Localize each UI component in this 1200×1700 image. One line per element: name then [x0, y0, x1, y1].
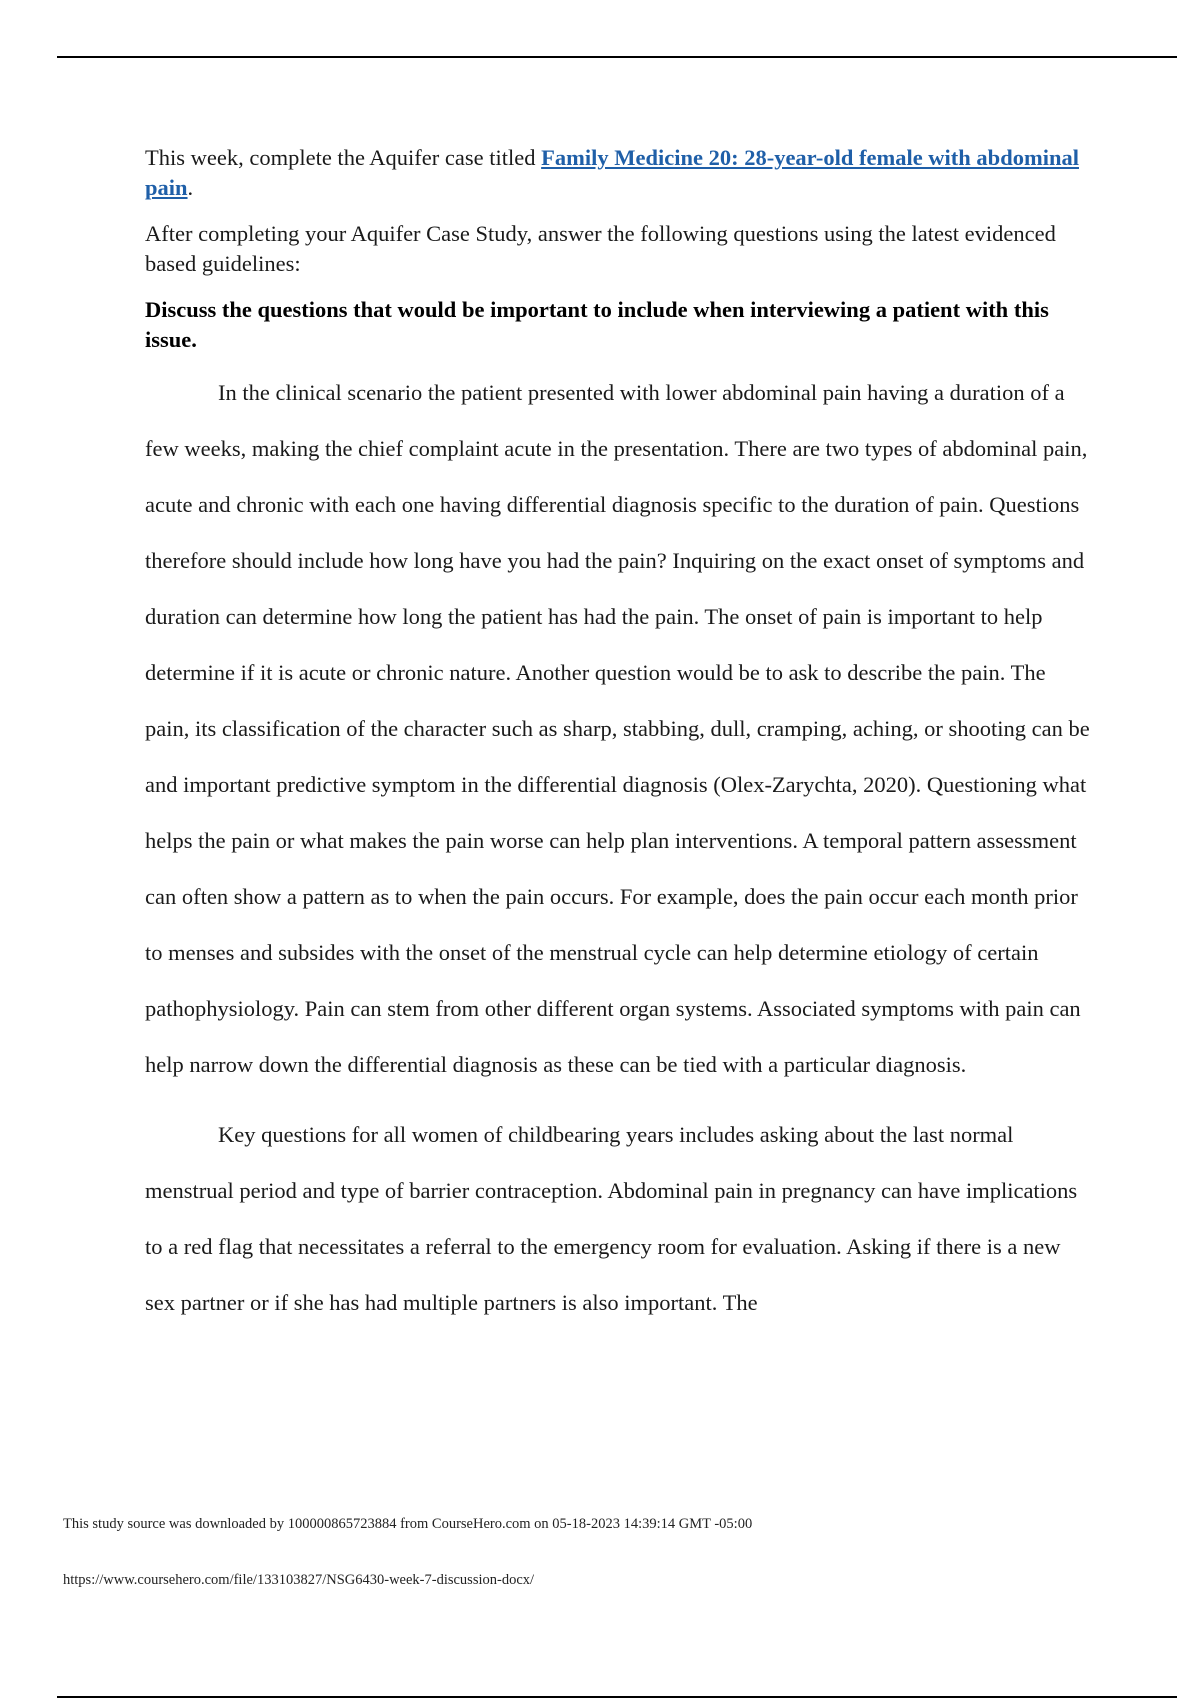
- source-url[interactable]: https://www.coursehero.com/file/133103827/NSG6430-week-7-discussion-docx/: [63, 1572, 535, 1588]
- answer-paragraph-2: Key questions for all women of childbearing years includes asking about the last normal menstrual period and type of barrier contraception. Abdominal pain in pregnancy can have implications to a red flag that necessitates a referral to the emergency room for evaluation. Asking if there is a new sex partner or if she has had multiple partners is also important. The: [145, 1122, 1078, 1315]
- intro-paragraph: [145, 143, 1095, 203]
- case-link[interactable]: Family Medicine 20: 28-year-old female with abdominal pain: [145, 145, 1079, 200]
- intro-prefix: This week, complete the Aquifer case titled: [145, 145, 542, 170]
- bottom-divider: [57, 1696, 1177, 1698]
- discussion-question: Discuss the questions that would be important to include when interviewing a patient with this issue.: [145, 297, 1049, 352]
- answer-paragraph-1: In the clinical scenario the patient presented with lower abdominal pain having a duration of a few weeks, making the chief complaint acute in the presentation. There are two types of abdominal pain, acute and chronic with each one having differential diagnosis specific to the duration of pain. Questions therefore should include how long have you had the pain? Inquiring on the exact onset of symptoms and duration can determine how long the patient has had the pain. The onset of pain is important to help determine if it is acute or chronic nature. Another question would be to ask to describe the pain. The pain, its classification of the character such as sharp, stabbing, dull, cramping, aching, or shooting can be and important predictive symptom in the differential diagnosis (Olex-Zarychta, 2020). Questioning what helps the pain or what makes the pain worse can help plan interventions. A temporal pattern assessment can often show a pattern as to when the pain occurs. For example, does the pain occur each month prior to menses and subsides with the onset of the menstrual cycle can help determine etiology of certain pathophysiology. Pain can stem from other different organ systems. Associated symptoms with pain can help narrow down the differential diagnosis as these can be tied with a particular diagnosis.: [145, 380, 1090, 1077]
- intro-suffix: .: [187, 175, 194, 200]
- top-divider: [57, 56, 1177, 58]
- instruction-text: After completing your Aquifer Case Study, answer the following questions using the latest evidenced based guidelines:: [145, 221, 1056, 276]
- download-source-note: This study source was downloaded by 100000865723884 from CourseHero.com on 05-18-2023 14:39:14 GMT -05:00: [63, 1516, 753, 1532]
- document-body: [145, 143, 1095, 1331]
